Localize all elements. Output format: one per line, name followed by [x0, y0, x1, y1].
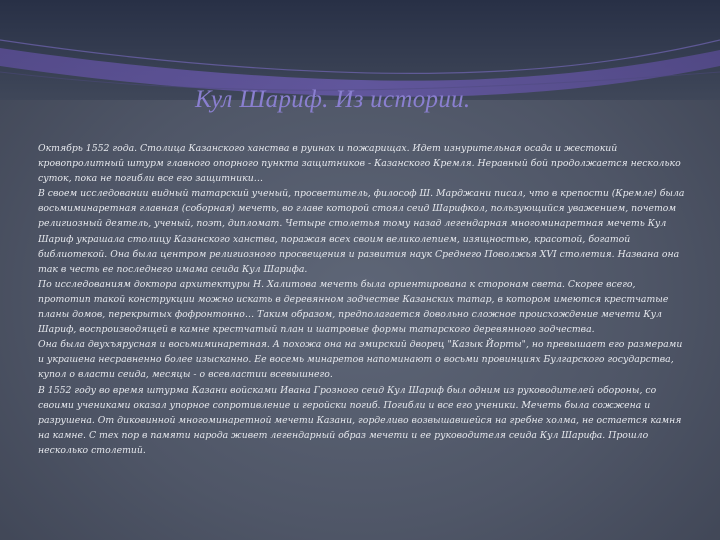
paragraph-3: По исследованиям доктора архитектуры Н. Халитова мечеть была ориентирована к сторонам света. Скорее всего, прототип такой конструкции можно искать в деревянном зодчестве Казанских татар, в котором имеются крестчатые планы домов, перекрытых фофронтонно… Таким образом, предполагается довольно сложное происхождение мечети Кул Шариф, воспроизводящей в камне крестчатый план и шатровые формы татарского деревянного зодчества. [38, 278, 669, 336]
slide-title: Кул Шариф. Из истории. [195, 86, 471, 113]
paragraph-1: Октябрь 1552 года. Столица Казанского ханства в руинах и пожарищах. Идет изнурительная осада и жестокий кровопролитный штурм главного опорного пункта защитников - Казанского Кремля. Неравный бой продолжается несколько суток, пока не погибли все его защитники… [38, 143, 681, 185]
paragraph-5: В 1552 году во время штурма Казани войсками Ивана Грозного сеид Кул Шариф был одним из руководителей обороны, со своими учениками оказал упорное сопротивление и геройски погиб. Погибли и все его ученики. Мечеть была сожжена и разрушена. От диковинной многоминаретной мечети Казани, горделиво возвышавшейся на гребне холма, не остается камня на камне. С тех пор в памяти народа живет легендарный образ мечети и ее руководителя сеида Кул Шарифа. Прошло несколько столетий. [38, 384, 682, 456]
header-wave-graphic [0, 0, 720, 100]
decorative-header-band [0, 0, 720, 100]
paragraph-2: В своем исследовании видный татарский ученый, просветитель, философ Ш. Марджани писал, что в крепости (Кремле) была восьмиминаретная главная (соборная) мечеть, во главе которой стоял сеид Шарифкол, пользующийся уважением, почетом религиозный деятель, ученый, поэт, дипломат. Четыре столетья тому назад легендарная многоминаретная мечеть Кул Шариф украшала столицу Казанского ханства, поражая всех своим великолепием, изящностью, красотой, богатой библиотекой. Она была центром религиозного просвещения и развития наук Среднего Поволжья XVI столетия. Названа она так в честь ее последнего имама сеида Кул Шарифа. [38, 188, 685, 275]
body-text [38, 141, 688, 526]
paragraph-4: Она была двухъярусная и восьмиминаретная. А похожа она на эмирский дворец "Казык Йорты", но превышает его размерами и украшена несравненно более изысканно. Ее восемь минаретов напоминают о восьми провинциях Булгарского государства, купол о власти сеида, месяцы - о всевластии всевышнего. [38, 339, 683, 381]
